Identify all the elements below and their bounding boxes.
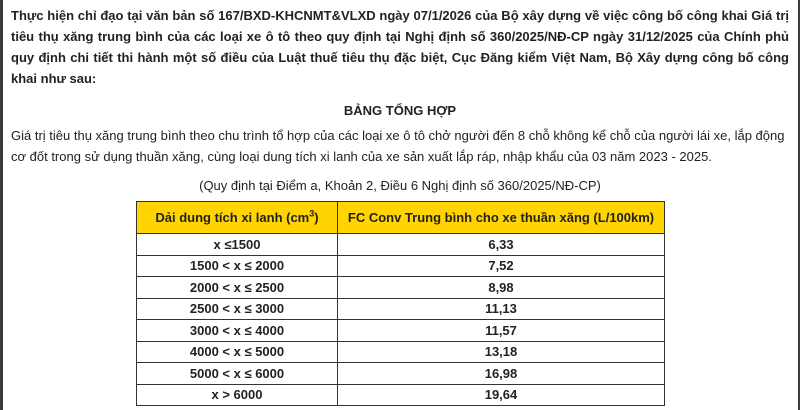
table-row (137, 363, 665, 385)
table-row (137, 320, 665, 342)
table-row (137, 384, 665, 406)
left-border (0, 0, 3, 410)
cylinder-range-cell: 2500 < x ≤ 3000 (137, 298, 338, 320)
fc-value-cell: 11,57 (338, 320, 665, 342)
header-fc-conv-average: FC Conv Trung bình cho xe thuần xăng (L/100km) (338, 202, 665, 234)
table-row (137, 277, 665, 299)
document-content (11, 5, 789, 196)
fc-value-cell: 19,64 (338, 384, 665, 406)
table-row (137, 341, 665, 363)
table-header-row (137, 202, 665, 234)
table-row (137, 234, 665, 256)
fuel-consumption-table (136, 201, 665, 406)
fc-value-cell: 7,52 (338, 255, 665, 277)
fc-value-cell: 6,33 (338, 234, 665, 256)
fc-value-cell: 8,98 (338, 277, 665, 299)
description-paragraph: Giá trị tiêu thụ xăng trung bình theo chu trình tổ hợp của các loại xe ô tô chở người đến 8 chỗ không kể chỗ của người lái xe, lắp động cơ đốt trong sử dụng thuần xăng, cùng loại dung tích xi lanh của xe sản xuất lắp ráp, nhập khẩu của 03 năm 2023 - 2025. (11, 128, 785, 164)
cylinder-range-cell: 5000 < x ≤ 6000 (137, 363, 338, 385)
cylinder-range-cell: 2000 < x ≤ 2500 (137, 277, 338, 299)
fc-value-cell: 11,13 (338, 298, 665, 320)
cylinder-range-cell: x > 6000 (137, 384, 338, 406)
cylinder-range-cell: 3000 < x ≤ 4000 (137, 320, 338, 342)
legal-reference-note: (Quy định tại Điểm a, Khoản 2, Điều 6 Nghị định số 360/2025/NĐ-CP) (199, 178, 601, 193)
fc-value-cell: 13,18 (338, 341, 665, 363)
table-heading: BẢNG TỔNG HỢP (343, 103, 457, 118)
table-row (137, 255, 665, 277)
table-row (137, 298, 665, 320)
fc-value-cell: 16,98 (338, 363, 665, 385)
cylinder-range-cell: 4000 < x ≤ 5000 (137, 341, 338, 363)
cylinder-range-cell: x ≤1500 (137, 234, 338, 256)
cylinder-range-cell: 1500 < x ≤ 2000 (137, 255, 338, 277)
intro-paragraph: Thực hiện chỉ đạo tại văn bản số 167/BXD-KHCNMT&VLXD ngày 07/1/2026 của Bộ xây dựng về việc công bố công khai Giá trị tiêu thụ xăng trung bình của các loại xe ô tô theo quy định tại Nghị định số 360/2025/NĐ-CP ngày 31/12/2025 của Chính phủ quy định chi tiết thi hành một số điều của Luật thuế tiêu thụ đặc biệt, Cục Đăng kiểm Việt Nam, Bộ Xây dựng công bố công khai như sau: (11, 8, 789, 86)
header-cylinder-capacity: Dải dung tích xi lanh $(cm^3)$ (137, 202, 338, 234)
